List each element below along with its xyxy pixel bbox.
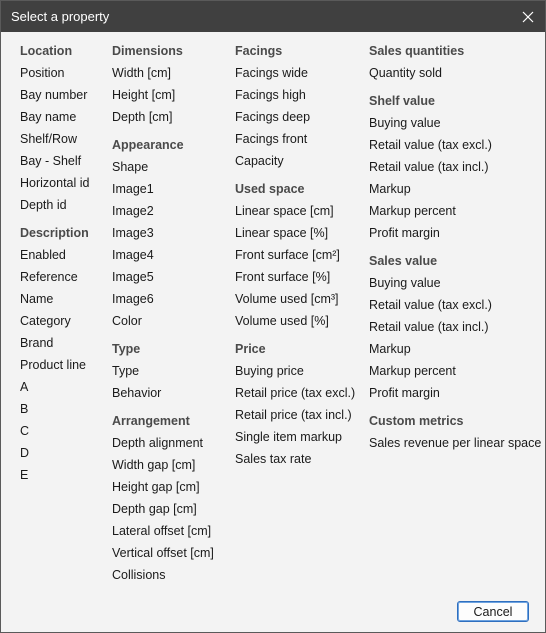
property-item[interactable]: Depth id [20,198,67,212]
property-item[interactable]: Reference [20,270,78,284]
property-item[interactable]: Facings high [235,88,306,102]
property-item[interactable]: Height gap [cm] [112,480,200,494]
group-header: Shelf value [369,94,435,108]
property-item[interactable]: Sales revenue per linear space [369,436,542,450]
property-item[interactable]: Image1 [112,182,154,196]
group-header: Used space [235,182,305,196]
property-item[interactable]: Facings front [235,132,308,146]
property-item[interactable]: Collisions [112,568,166,582]
property-item[interactable]: Linear space [cm] [235,204,334,218]
close-button[interactable] [511,1,545,32]
group-header: Facings [235,44,283,58]
property-item[interactable]: Linear space [%] [235,226,329,240]
property-item[interactable]: Image3 [112,226,154,240]
property-item[interactable]: Markup percent [369,204,456,218]
cancel-button[interactable]: Cancel [457,601,529,622]
property-item[interactable]: Image6 [112,292,154,306]
group-header: Sales quantities [369,44,465,58]
property-item[interactable]: Height [cm] [112,88,176,102]
property-item[interactable]: Bay number [20,88,88,102]
property-item[interactable]: Retail value (tax incl.) [369,160,489,174]
property-item[interactable]: C [20,424,30,438]
property-item[interactable]: Sales tax rate [235,452,312,466]
property-item[interactable]: Profit margin [369,386,440,400]
property-item[interactable]: Lateral offset [cm] [112,524,212,538]
property-item[interactable]: Width gap [cm] [112,458,196,472]
property-item[interactable]: Product line [20,358,87,372]
group-header: Arrangement [112,414,190,428]
property-item[interactable]: Depth [cm] [112,110,173,124]
close-icon [522,11,534,23]
property-item[interactable]: Position [20,66,65,80]
property-item[interactable]: Type [112,364,140,378]
property-item[interactable]: Facings wide [235,66,308,80]
property-item[interactable]: Width [cm] [112,66,172,80]
property-item[interactable]: Image5 [112,270,154,284]
group-header: Location [20,44,73,58]
property-item[interactable]: B [20,402,29,416]
property-item[interactable]: Markup [369,342,411,356]
property-item[interactable]: Buying value [369,276,441,290]
property-item[interactable]: Shape [112,160,149,174]
property-item[interactable]: D [20,446,30,460]
property-item[interactable]: Buying value [369,116,441,130]
title-bar [1,1,545,32]
property-item[interactable]: Image4 [112,248,154,262]
property-item[interactable]: Retail value (tax incl.) [369,320,489,334]
property-item[interactable]: Profit margin [369,226,440,240]
property-item[interactable]: Shelf/Row [20,132,77,146]
property-item[interactable]: Markup [369,182,411,196]
group-header: Appearance [112,138,184,152]
property-item[interactable]: Bay name [20,110,77,124]
dialog-title: Select a property [11,9,110,24]
group-header: Custom metrics [369,414,464,428]
property-item[interactable]: Front surface [cm²] [235,248,340,262]
group-header: Sales value [369,254,438,268]
property-item[interactable]: Category [20,314,71,328]
group-header: Price [235,342,266,356]
property-columns [1,32,545,592]
group-header: Type [112,342,141,356]
property-item[interactable]: Behavior [112,386,162,400]
property-item[interactable]: Retail value (tax excl.) [369,138,492,152]
property-item[interactable]: Facings deep [235,110,311,124]
property-item[interactable]: Bay - Shelf [20,154,82,168]
property-item[interactable]: Volume used [%] [235,314,329,328]
property-item[interactable]: A [20,380,29,394]
property-item[interactable]: Image2 [112,204,154,218]
property-item[interactable]: Color [112,314,142,328]
property-item[interactable]: Quantity sold [369,66,442,80]
property-item[interactable]: Vertical offset [cm] [112,546,214,560]
property-item[interactable]: Brand [20,336,54,350]
property-item[interactable]: E [20,468,29,482]
property-item[interactable]: Volume used [cm³] [235,292,339,306]
property-item[interactable]: Retail price (tax incl.) [235,408,352,422]
property-item[interactable]: Front surface [%] [235,270,331,284]
property-item[interactable]: Capacity [235,154,284,168]
group-header: Dimensions [112,44,183,58]
property-item[interactable]: Name [20,292,54,306]
property-item[interactable]: Markup percent [369,364,456,378]
property-item[interactable]: Enabled [20,248,66,262]
property-item[interactable]: Depth alignment [112,436,204,450]
property-item[interactable]: Retail price (tax excl.) [235,386,356,400]
property-item[interactable]: Retail value (tax excl.) [369,298,492,312]
group-header: Description [20,226,89,240]
property-item[interactable]: Depth gap [cm] [112,502,197,516]
property-item[interactable]: Horizontal id [20,176,90,190]
property-item[interactable]: Buying price [235,364,304,378]
property-item[interactable]: Single item markup [235,430,342,444]
